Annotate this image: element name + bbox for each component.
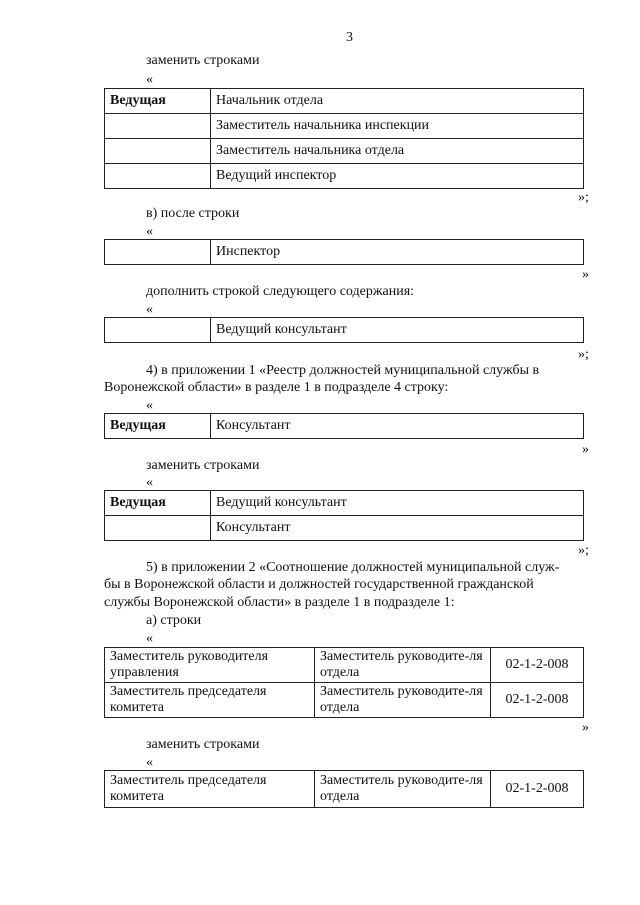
table-cell bbox=[105, 516, 211, 541]
open-quote: « bbox=[146, 475, 153, 490]
close-quote: » bbox=[582, 267, 589, 282]
table-cell: Консультант bbox=[211, 414, 584, 439]
close-quote: » bbox=[582, 442, 589, 457]
table-2 bbox=[104, 239, 584, 265]
table-6 bbox=[104, 647, 584, 718]
table-cell: Заместитель председателя комитета bbox=[105, 771, 315, 808]
paragraph-4-line-1: 4) в приложении 1 «Реестр должностей муниципальной службы в bbox=[146, 363, 540, 378]
table-row bbox=[105, 114, 584, 139]
close-quote: »; bbox=[578, 543, 589, 558]
open-quote: « bbox=[146, 398, 153, 413]
table-cell: Заместитель председателя комитета bbox=[105, 683, 315, 718]
table-cell: Ведущая bbox=[105, 491, 211, 516]
replace-rows-label: заменить строками bbox=[146, 458, 260, 473]
table-row bbox=[105, 89, 584, 114]
table-5 bbox=[104, 490, 584, 541]
table-cell bbox=[105, 114, 211, 139]
table-cell: Заместитель руководите-ля отдела bbox=[315, 683, 491, 718]
table-row bbox=[105, 318, 584, 343]
rows-a-label: а) строки bbox=[146, 613, 202, 628]
table-cell: 02-1-2-008 bbox=[491, 648, 584, 683]
table-cell bbox=[105, 164, 211, 189]
close-quote: »; bbox=[578, 347, 589, 362]
table-row bbox=[105, 491, 584, 516]
table-cell: 02-1-2-008 bbox=[491, 771, 584, 808]
close-quote: »; bbox=[578, 190, 589, 205]
table-cell: Ведущая bbox=[105, 414, 211, 439]
add-row-label: дополнить строкой следующего содержания: bbox=[146, 284, 415, 299]
paragraph-5-line-3: службы Воронежской области» в разделе 1 в подразделе 1: bbox=[104, 595, 455, 610]
paragraph-4-line-2: Воронежской области» в разделе 1 в подразделе 4 строку: bbox=[104, 380, 449, 395]
table-cell: Заместитель руководите-ля отдела bbox=[315, 771, 491, 808]
table-cell: Консультант bbox=[211, 516, 584, 541]
table-cell: Инспектор bbox=[211, 240, 584, 265]
table-cell: Заместитель руководителя управления bbox=[105, 648, 315, 683]
table-cell: Заместитель начальника инспекции bbox=[211, 114, 584, 139]
after-row-label: в) после строки bbox=[146, 206, 240, 221]
table-cell: Ведущий консультант bbox=[211, 491, 584, 516]
open-quote: « bbox=[146, 72, 153, 87]
replace-rows-label: заменить строками bbox=[146, 737, 260, 752]
table-row bbox=[105, 164, 584, 189]
table-cell: Начальник отдела bbox=[211, 89, 584, 114]
table-1 bbox=[104, 88, 584, 189]
table-row bbox=[105, 771, 584, 808]
open-quote: « bbox=[146, 302, 153, 317]
table-row bbox=[105, 139, 584, 164]
open-quote: « bbox=[146, 631, 153, 646]
table-row bbox=[105, 683, 584, 718]
open-quote: « bbox=[146, 755, 153, 770]
table-cell: Ведущая bbox=[105, 89, 211, 114]
table-row bbox=[105, 240, 584, 265]
table-cell bbox=[105, 318, 211, 343]
paragraph-5-line-1: 5) в приложении 2 «Соотношение должностей муниципальной служ- bbox=[146, 560, 560, 575]
open-quote: « bbox=[146, 224, 153, 239]
table-cell: Ведущий инспектор bbox=[211, 164, 584, 189]
close-quote: » bbox=[582, 720, 589, 735]
table-cell: Заместитель начальника отдела bbox=[211, 139, 584, 164]
table-cell: 02-1-2-008 bbox=[491, 683, 584, 718]
table-cell: Ведущий консультант bbox=[211, 318, 584, 343]
table-row bbox=[105, 414, 584, 439]
table-3 bbox=[104, 317, 584, 343]
paragraph-5-line-2: бы в Воронежской области и должностей государственной гражданской bbox=[104, 577, 534, 592]
table-7 bbox=[104, 770, 584, 808]
table-row bbox=[105, 516, 584, 541]
table-cell: Заместитель руководите-ля отдела bbox=[315, 648, 491, 683]
table-cell bbox=[105, 139, 211, 164]
table-cell bbox=[105, 240, 211, 265]
page-number: 3 bbox=[346, 30, 353, 45]
table-4 bbox=[104, 413, 584, 439]
table-row bbox=[105, 648, 584, 683]
replace-rows-label: заменить строками bbox=[146, 53, 260, 68]
